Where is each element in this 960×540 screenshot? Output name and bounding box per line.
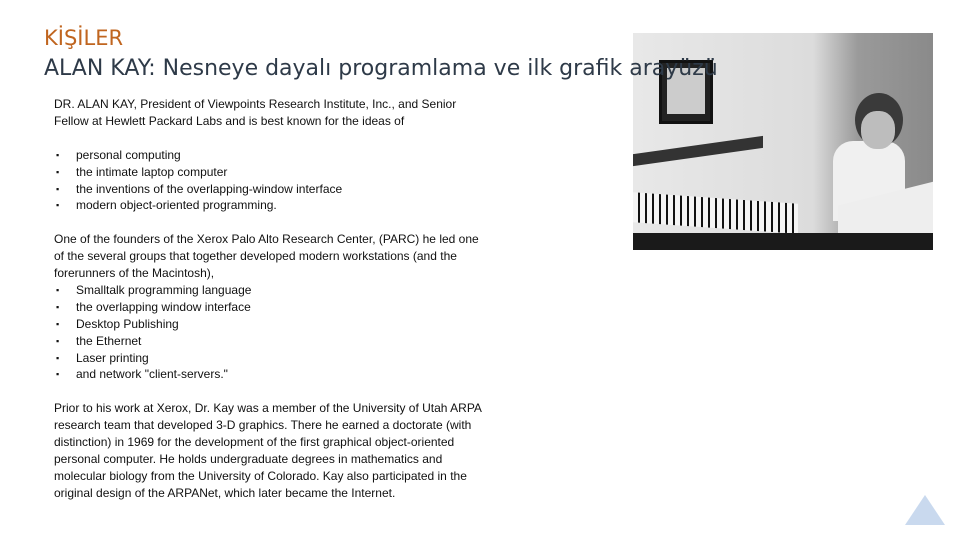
parc-paragraph: One of the founders of the Xerox Palo Alto Research Center, (PARC) he led one of the several groups that together developed modern workstations (and the forerunners of the Macintosh),	[54, 232, 479, 281]
list-item: ▪ Desktop Publishing	[54, 316, 484, 333]
list-item: ▪ the inventions of the overlapping-window interface	[54, 181, 484, 198]
list-item: ▪ Smalltalk programming language	[54, 282, 484, 299]
utah-paragraph: Prior to his work at Xerox, Dr. Kay was a member of the University of Utah ARPA research team that developed 3-D graphics. There he earned a doctorate (with distinction) in 1969 for the development of the first graphical object-oriented personal computer. He holds undergraduate degrees in mathematics and molecular biology from the University of Colorado. Kay also participated in the original design of the ARPANet, which later became the Internet.	[54, 401, 482, 500]
list-item: ▪ modern object-oriented programming.	[54, 197, 484, 214]
desk-shape	[633, 136, 763, 166]
triangle-decoration-icon	[905, 495, 945, 525]
list-item: ▪ personal computing	[54, 147, 484, 164]
slide-title: ALAN KAY: Nesneye dayalı programlama ve ilk grafik arayüzü	[44, 56, 718, 81]
list-item: ▪ the Ethernet	[54, 333, 484, 350]
floor-shape	[633, 233, 933, 250]
list-item: ▪ the intimate laptop computer	[54, 164, 484, 181]
parc-list	[54, 282, 484, 383]
section-title: KİŞİLER	[44, 26, 124, 50]
list-item: ▪ the overlapping window interface	[54, 299, 484, 316]
keyboard-shape	[633, 192, 798, 234]
intro-paragraph: DR. ALAN KAY, President of Viewpoints Research Institute, Inc., and Senior Fellow at Hewlett Packard Labs and is best known for the ideas of	[54, 97, 457, 128]
ideas-list	[54, 147, 484, 215]
list-item: ▪ and network "client-servers."	[54, 366, 484, 383]
slide-body	[54, 96, 484, 519]
list-item: ▪ Laser printing	[54, 350, 484, 367]
person-face-shape	[861, 111, 895, 149]
